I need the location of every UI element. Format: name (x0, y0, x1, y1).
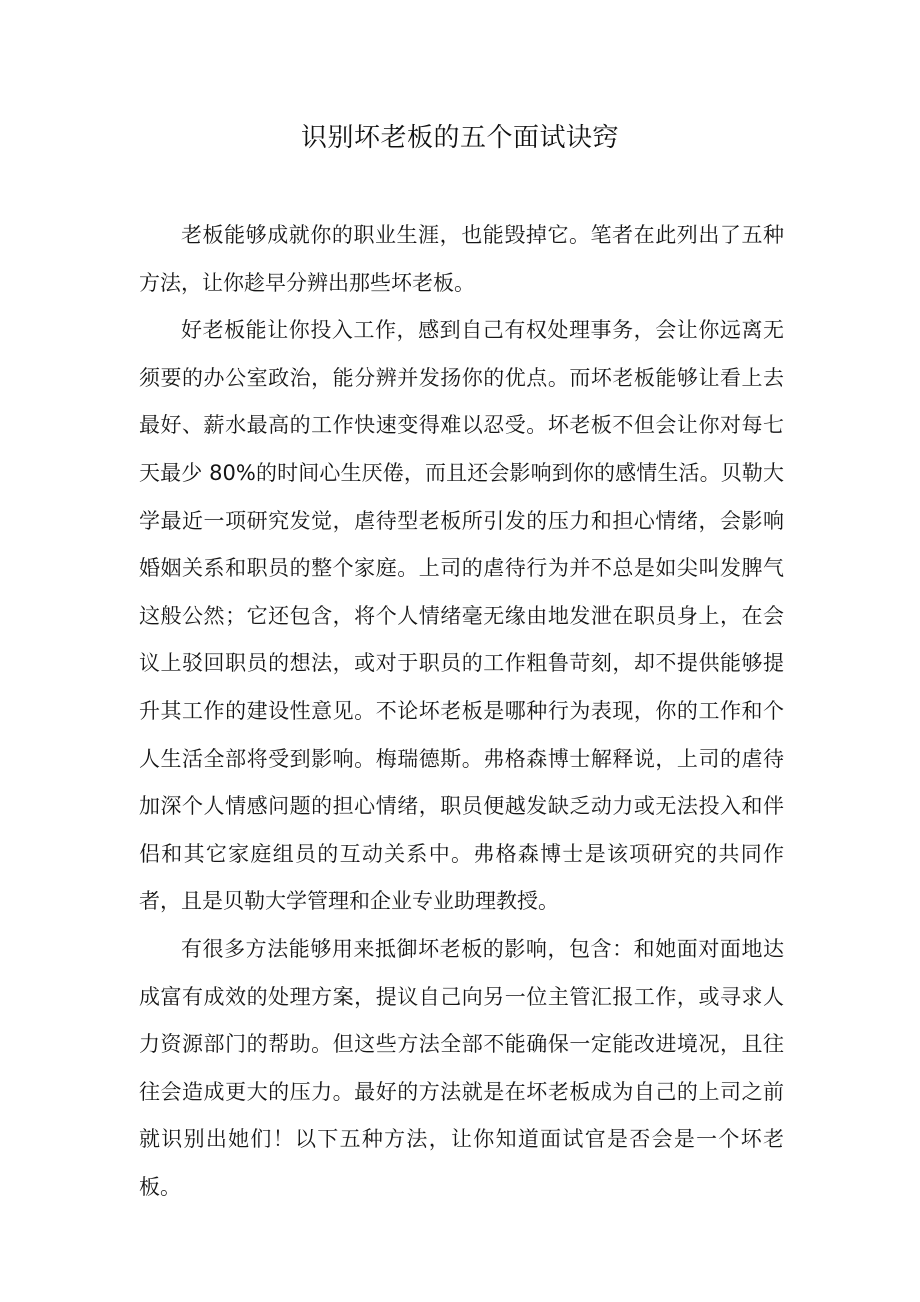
paragraph-good-vs-bad-boss: 好老板能让你投入工作，感到自己有权处理事务，会让你远离无须要的办公室政治，能分辨并发扬你的优点。而坏老板能够让看上去最好、薪水最高的工作快速变得难以忍受。坏老板不但会让你对每七天最少 80%的时间心生厌倦，而且还会影响到你的感情生活。贝勒大学最近一项研究发觉，虐待型老板所引发的压力和担心情绪，会影响婚姻关系和职员的整个家庭。上司的虐待行为并不总是如尖叫发脾气这般公然；它还包含，将个人情绪毫无缘由地发泄在职员身上，在会议上驳回职员的想法，或对于职员的工作粗鲁苛刻，却不提供能够提升其工作的建设性意见。不论坏老板是哪种行为表现，你的工作和个人生活全部将受到影响。梅瑞德斯。弗格森博士解释说，上司的虐待加深个人情感问题的担心情绪，职员便越发缺乏动力或无法投入和伴侣和其它家庭组员的互动关系中。弗格森博士是该项研究的共同作者，且是贝勒大学管理和企业专业助理教授。 (139, 318, 784, 914)
document-title: 识别坏老板的五个面试诀窍 (300, 123, 619, 153)
document-body (139, 212, 784, 1211)
paragraph-intro: 老板能够成就你的职业生涯，也能毁掉它。笔者在此列出了五种方法，让你趁早分辨出那些坏老板。 (139, 223, 784, 295)
paragraph-methods: 有很多方法能够用来抵御坏老板的影响，包含：和她面对面地达成富有成效的处理方案，提议自己向另一位主管汇报工作，或寻求人力资源部门的帮助。但这些方法全部不能确保一定能改进境况，且往往会造成更大的压力。最好的方法就是在坏老板成为自己的上司之前就识别出她们！以下五种方法，让你知道面试官是否会是一个坏老板。 (139, 936, 784, 1199)
